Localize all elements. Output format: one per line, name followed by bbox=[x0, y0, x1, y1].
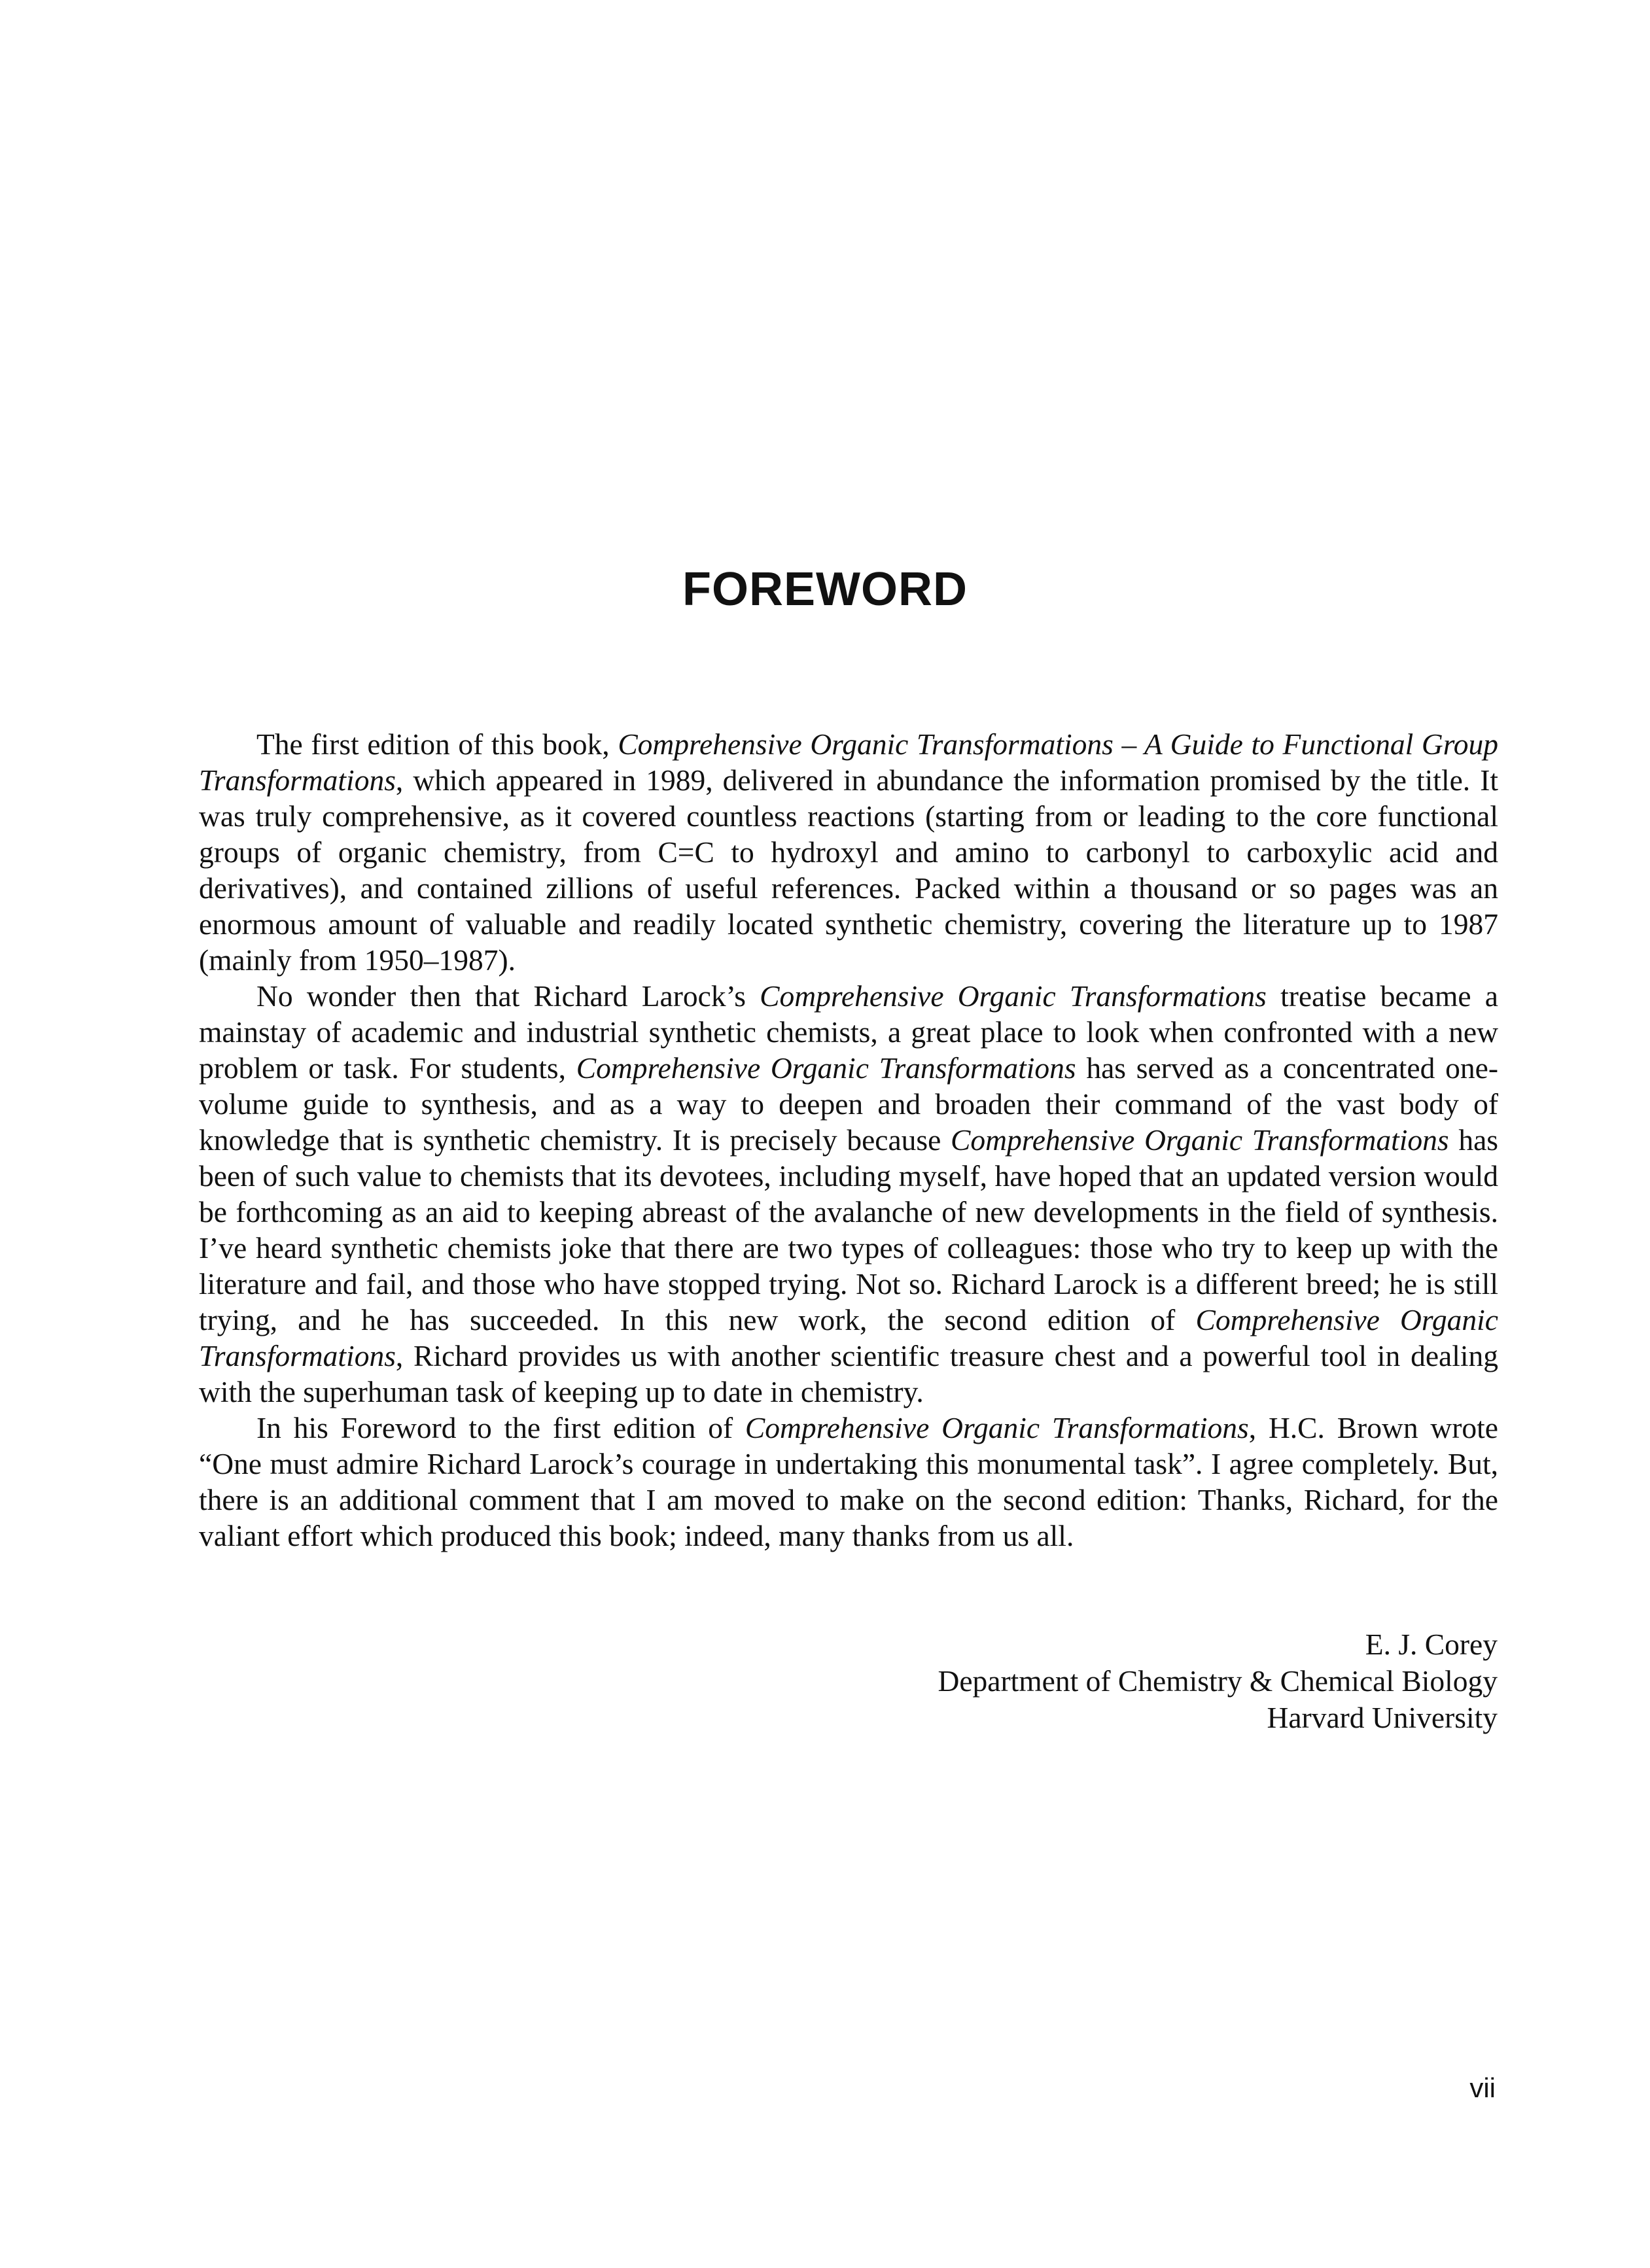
page-title: FOREWORD bbox=[682, 563, 968, 616]
text-run: , Richard provides us with another scientific treasure chest and a powerful tool in dealing with the superhuman task of keeping up to date in chemistry. bbox=[199, 1339, 1498, 1408]
text-run: In his Foreword to the first edition of bbox=[256, 1411, 745, 1444]
italic-title-run: Comprehensive Organic Transformations bbox=[760, 979, 1267, 1013]
signature-department: Department of Chemistry & Chemical Biology bbox=[938, 1664, 1498, 1698]
text-run: has been of such value to chemists that its devotees, including myself, have hoped that an updated version would be forthcoming as an aid to keeping abreast of the avalanche of new developments in the field of synthesis. I’ve heard synthetic chemists joke that there are two types of colleagues: those who try to keep up with the literature and fail, and those who have stopped trying. Not so. Richard Larock is a different breed; he is still trying, and he has succeeded. In this new work, the second edition of bbox=[199, 1123, 1498, 1336]
paragraph bbox=[199, 1410, 1498, 1554]
text-run: treatise became a mainstay of academic and industrial synthetic chemists, a great place to look when confronted with a new problem or task. For students, bbox=[199, 979, 1498, 1085]
foreword-body bbox=[199, 726, 1498, 1554]
italic-title-run: Comprehensive Organic Transformations – A Guide to Functional Group Transformations bbox=[199, 727, 1498, 797]
italic-title-run: Comprehensive Organic Transformations bbox=[745, 1411, 1249, 1444]
text-run: No wonder then that Richard Larock’s bbox=[256, 979, 760, 1013]
signature-name: E. J. Corey bbox=[1365, 1628, 1498, 1661]
text-run: The first edition of this book, bbox=[256, 727, 618, 761]
italic-title-run: Comprehensive Organic Transformations bbox=[576, 1051, 1076, 1085]
signature-institution: Harvard University bbox=[1267, 1701, 1498, 1734]
paragraph bbox=[199, 726, 1498, 978]
signature-block bbox=[938, 1626, 1498, 1736]
italic-title-run: Comprehensive Organic Transformations bbox=[951, 1123, 1449, 1157]
text-run: , H.C. Brown wrote “One must admire Richard Larock’s courage in undertaking this monumental task”. I agree completely. But, there is an additional comment that I am moved to make on the second edition: Thanks, Richard, for the valiant effort which produced this book; indeed, many thanks from us all. bbox=[199, 1411, 1498, 1552]
text-run: has served as a concentrated one-volume guide to synthesis, and as a way to deepen and broaden their command of the vast body of knowledge that is synthetic chemistry. It is precisely because bbox=[199, 1051, 1498, 1157]
paragraph bbox=[199, 978, 1498, 1410]
text-run: , which appeared in 1989, delivered in abundance the information promised by the title. It was truly comprehensive, as it covered countless reactions (starting from or leading to the core functional groups of organic chemistry, from C=C to hydroxyl and amino to carbonyl to carboxylic acid and derivatives), and contained zillions of useful references. Packed within a thousand or so pages was an enormous amount of valuable and readily located synthetic chemistry, covering the literature up to 1987 (mainly from 1950–1987). bbox=[199, 763, 1498, 977]
italic-title-run: Comprehensive Organic Transformations bbox=[199, 1303, 1498, 1372]
page-number: vii bbox=[1469, 2072, 1496, 2103]
